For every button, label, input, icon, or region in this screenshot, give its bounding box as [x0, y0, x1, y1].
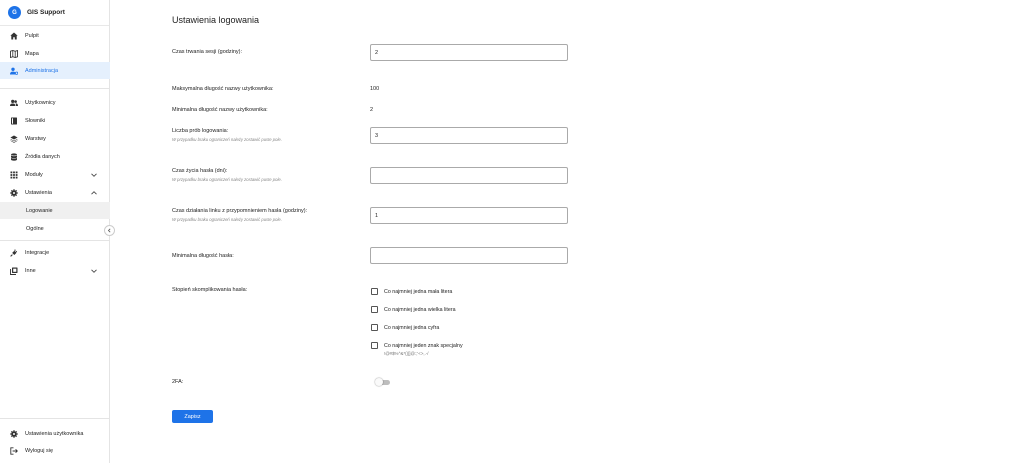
- sidebar-item-mapa[interactable]: [0, 45, 110, 62]
- reset-link-duration-label: Czas działania linku z przypomnieniem hasła (godziny):: [172, 208, 308, 214]
- sidebar-item-logowanie[interactable]: [0, 202, 110, 219]
- chevron-up-icon: [90, 189, 98, 197]
- sidebar-item-warstwy[interactable]: [0, 130, 110, 147]
- sidebar-item-label: Logowanie: [26, 207, 53, 214]
- sidebar-item-label: Moduły: [25, 171, 43, 178]
- sidebar-item-inne[interactable]: [0, 262, 110, 279]
- book-icon: [10, 117, 18, 125]
- digit-checkbox[interactable]: [371, 324, 378, 331]
- password-lifetime-input[interactable]: [370, 167, 568, 184]
- grid-icon: [10, 171, 18, 179]
- session-duration-input[interactable]: 2: [370, 44, 568, 61]
- sidebar-item-label: Słowniki: [25, 117, 46, 124]
- lowercase-checkbox[interactable]: [371, 288, 378, 295]
- page-title: Ustawienia logowania: [172, 15, 260, 25]
- sidebar-divider: [0, 418, 110, 419]
- sidebar-item-moduly[interactable]: [0, 166, 110, 183]
- sidebar-item-label: Użytkownicy: [25, 99, 56, 106]
- home-icon: [10, 32, 18, 40]
- avatar[interactable]: G: [8, 6, 21, 19]
- logout-icon: [10, 447, 18, 455]
- special-char-checkbox[interactable]: [371, 342, 378, 349]
- map-icon: [10, 50, 18, 58]
- chevron-down-icon: [90, 267, 98, 275]
- sidebar-item-slowniki[interactable]: [0, 112, 110, 129]
- sidebar-item-label: Mapa: [25, 50, 39, 57]
- min-password-length-label: Minimalna długość hasła:: [172, 253, 234, 259]
- reset-link-duration-hint: W przypadku braku ograniczeń należy zostawić puste pole.: [172, 217, 282, 222]
- complexity-option-digit[interactable]: [371, 324, 439, 331]
- collection-icon: [10, 267, 18, 275]
- sidebar-item-integracje[interactable]: [0, 244, 110, 261]
- users-icon: [10, 99, 18, 107]
- sidebar-item-ustawienia-uzytkownika[interactable]: [0, 425, 110, 442]
- login-attempts-hint: W przypadku braku ograniczeń należy zostawić puste pole.: [172, 137, 282, 142]
- complexity-option-special[interactable]: [371, 342, 463, 349]
- admin-icon: [10, 67, 18, 75]
- sidebar-item-wyloguj[interactable]: [0, 442, 110, 459]
- database-icon: [10, 153, 18, 161]
- chevron-down-icon: [90, 171, 98, 179]
- max-username-length-label: Maksymalna długość nazwy użytkownika:: [172, 86, 274, 92]
- min-username-length-label: Minimalna długość nazwy użytkownika:: [172, 107, 268, 113]
- brand-name: GIS Support: [27, 9, 65, 16]
- uppercase-checkbox[interactable]: [371, 306, 378, 313]
- sidebar-item-label: Ogólne: [26, 225, 44, 232]
- checkbox-label: Co najmniej jeden znak specjalny: [384, 342, 463, 349]
- sidebar-item-label: Inne: [25, 267, 36, 274]
- sidebar-item-pulpit[interactable]: [0, 27, 110, 44]
- save-button[interactable]: Zapisz: [172, 410, 213, 423]
- complexity-option-uppercase[interactable]: [371, 306, 456, 313]
- sidebar-item-label: Źródła danych: [25, 153, 60, 160]
- sidebar-divider: [0, 88, 110, 89]
- password-lifetime-hint: W przypadku braku ograniczeń należy zostawić puste pole.: [172, 177, 282, 182]
- max-username-length-value: 100: [370, 86, 380, 92]
- plug-icon: [10, 249, 18, 257]
- sidebar-item-ogolne[interactable]: [0, 220, 110, 237]
- checkbox-label: Co najmniej jedna mała litera: [384, 288, 453, 295]
- checkbox-label: Co najmniej jedna cyfra: [384, 324, 440, 331]
- sidebar-item-label: Administracja: [25, 67, 59, 74]
- brand: [0, 0, 109, 26]
- main-content: [111, 0, 1024, 463]
- sidebar: [0, 0, 110, 463]
- sidebar-item-label: Pulpit: [25, 32, 39, 39]
- login-attempts-label: Liczba prób logowania:: [172, 128, 229, 134]
- complexity-option-lowercase[interactable]: [371, 288, 452, 295]
- sidebar-item-label: Wyloguj się: [25, 447, 54, 454]
- session-duration-label: Czas trwania sesji (godziny):: [172, 49, 242, 55]
- gear-icon: [10, 430, 18, 438]
- min-username-length-value: 2: [370, 107, 374, 113]
- toggle-thumb: [375, 378, 383, 386]
- reset-link-duration-input[interactable]: 1: [370, 207, 568, 224]
- sidebar-item-label: Ustawienia użytkownika: [25, 430, 84, 437]
- password-complexity-label: Stopień skomplikowania hasła:: [172, 287, 248, 293]
- min-password-length-input[interactable]: [370, 247, 568, 264]
- login-attempts-input[interactable]: 3: [370, 127, 568, 144]
- special-chars-list: !@#$%^&*()[]@:;'<>,.-/: [384, 351, 429, 356]
- gear-icon: [10, 189, 18, 197]
- layers-icon: [10, 135, 18, 143]
- sidebar-item-label: Integracje: [25, 249, 50, 256]
- sidebar-item-zrodla-danych[interactable]: [0, 148, 110, 165]
- sidebar-item-label: Ustawienia: [25, 189, 52, 196]
- twofa-label: 2FA:: [172, 379, 184, 385]
- sidebar-item-label: Warstwy: [25, 135, 46, 142]
- password-lifetime-label: Czas życia hasła (dni):: [172, 168, 228, 174]
- sidebar-divider: [0, 240, 110, 241]
- checkbox-label: Co najmniej jedna wielka litera: [384, 306, 456, 313]
- sidebar-item-uzytkownicy[interactable]: [0, 94, 110, 111]
- sidebar-item-ustawienia[interactable]: [0, 184, 110, 201]
- twofa-toggle[interactable]: [375, 378, 391, 386]
- sidebar-item-administracja[interactable]: [0, 62, 110, 79]
